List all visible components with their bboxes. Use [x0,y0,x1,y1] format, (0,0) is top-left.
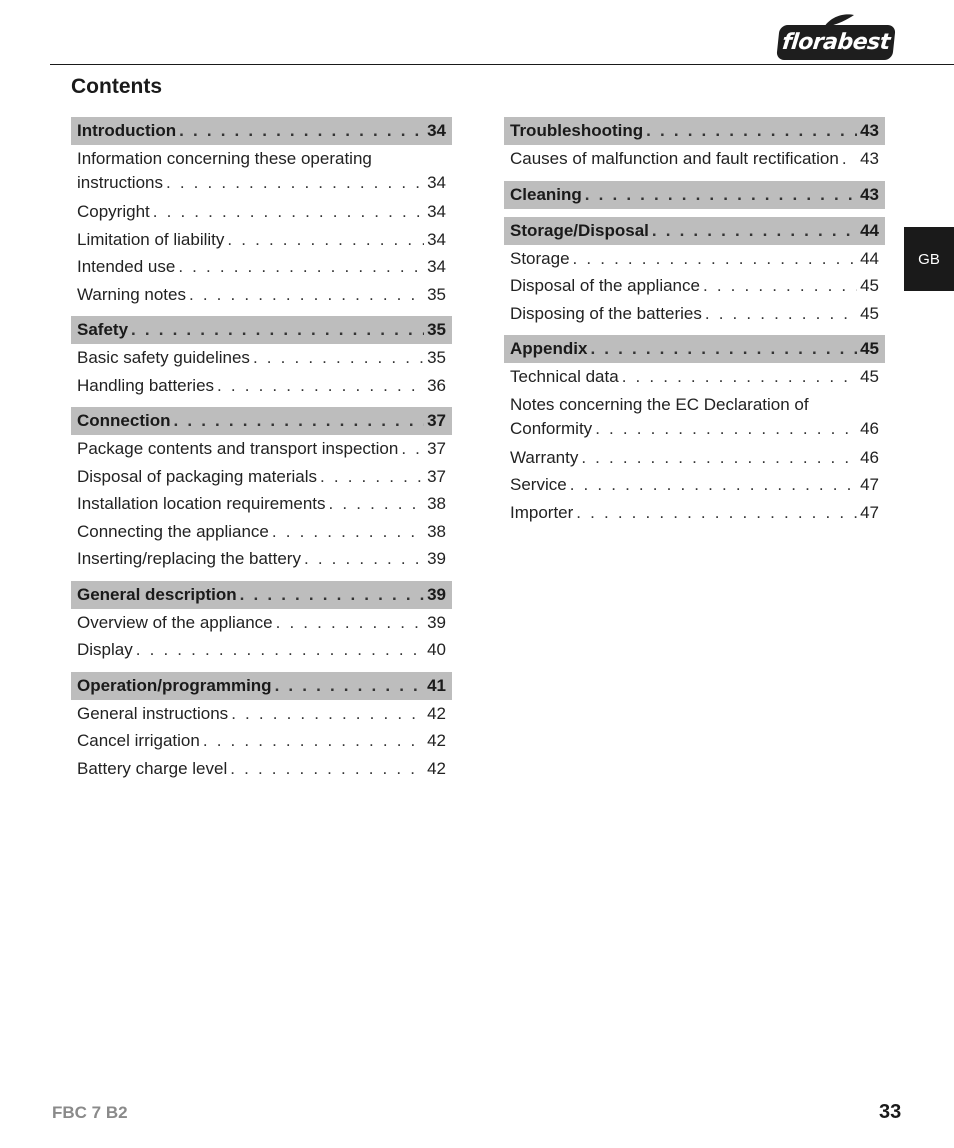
toc-entry[interactable] [504,245,885,273]
toc-entry-line1[interactable]: Information concerning these operating [77,149,372,168]
toc-page-number: 38 [427,494,446,513]
toc-entry-label: Handling batteries [77,375,215,395]
toc-page-number: 42 [427,703,446,723]
toc-section-heading[interactable] [71,407,452,435]
toc-section-heading[interactable] [504,181,885,209]
toc-entry-label: Limitation of liability [77,229,225,249]
dot-leader [703,272,857,300]
dot-leader [590,335,857,363]
toc-entry-label: Storage [510,248,570,268]
header-rule [50,64,954,65]
toc-entry-label: General instructions [77,703,229,723]
toc-page-number: 45 [860,276,879,295]
toc-section [71,672,452,783]
dot-leader [178,253,424,281]
dot-leader [585,181,857,209]
toc-entry-label: Overview of the appliance [77,612,273,632]
footer-model: FBC 7 B2 [52,1103,128,1122]
toc-section-heading[interactable] [504,335,885,363]
toc-page-number: 42 [427,731,446,750]
toc-entry[interactable] [504,272,885,300]
dot-leader [253,344,424,372]
toc-section [504,217,885,328]
toc-entry-label: Installation location requirements [77,494,326,513]
toc-entry[interactable] [504,300,885,328]
dot-leader [573,245,858,273]
toc-page-number: 45 [860,303,879,323]
toc-entry-label: General description [77,584,237,604]
toc-entry-label: Cleaning [510,184,582,204]
toc-page-number: 46 [860,447,879,467]
dot-leader [131,316,424,344]
dot-leader [174,407,425,435]
toc-page-number: 35 [427,320,446,339]
toc-entry[interactable] [504,471,885,499]
dot-leader [581,444,857,472]
toc-page-number: 47 [860,475,879,494]
toc-entry[interactable] [71,700,452,728]
toc-section-heading[interactable] [71,316,452,344]
toc-entry-label: Conformity [510,418,593,438]
toc-page-number: 35 [427,348,446,367]
toc-page-number: 37 [427,439,446,458]
toc-entry[interactable] [71,463,452,491]
toc-section-heading[interactable] [504,117,885,145]
toc-page-number: 39 [427,612,446,632]
dot-leader [646,117,857,145]
toc-section-heading[interactable] [71,672,452,700]
toc-entry[interactable] [71,490,452,518]
toc-entry[interactable] [71,226,452,254]
page-number: 33 [879,1101,902,1123]
language-tab: GB [904,227,954,291]
toc-page-number: 42 [427,758,446,778]
toc-entry[interactable] [71,435,452,463]
toc-entry-label: Warning notes [77,284,186,304]
dot-leader [189,281,424,309]
toc-entry-label: Warranty [510,447,579,467]
toc-page-number: 34 [427,229,446,249]
toc-section [71,407,452,573]
toc-entry[interactable] [71,518,452,546]
toc-entry[interactable] [504,444,885,472]
toc-page-number: 39 [427,584,446,604]
toc-entry-label: Service [510,475,567,494]
toc-entry[interactable] [504,499,885,527]
toc-section [71,316,452,399]
toc-entry-label: Display [77,640,133,659]
toc-entry-label: Connection [77,411,171,430]
dot-leader [320,463,424,491]
toc-page-number: 43 [860,184,879,204]
toc-page-number: 34 [427,173,446,192]
dot-leader [329,490,425,518]
toc-page-number: 41 [427,675,446,695]
toc-page-number: 36 [427,375,446,395]
toc-entry-label: Causes of malfunction and fault rectification [510,149,839,168]
toc-page-number: 34 [427,257,446,276]
toc-page-number: 43 [860,121,879,140]
toc-entry[interactable] [504,363,885,391]
dot-leader [136,636,424,664]
toc-entry[interactable] [71,344,452,372]
dot-leader [166,171,424,195]
toc-entry-label: Intended use [77,257,176,276]
dot-leader [231,700,424,728]
toc-section [71,581,452,664]
toc-page-number: 40 [427,640,446,659]
dot-leader [622,363,857,391]
dot-leader [570,471,857,499]
dot-leader [179,117,424,145]
toc-page-number: 34 [427,202,446,221]
toc-entry-label: Storage/Disposal [510,220,649,240]
toc-page-number: 34 [427,121,446,140]
dot-leader [595,417,857,441]
dot-leader [401,435,424,463]
toc-entry-label: Connecting the appliance [77,521,269,541]
toc-entry[interactable] [71,281,452,309]
toc-page-number: 37 [427,466,446,486]
toc-entry-label: Inserting/replacing the battery [77,549,301,568]
toc-entry-label: Troubleshooting [510,121,644,140]
toc-page-number: 38 [427,521,446,541]
toc-entry-label: Disposal of the appliance [510,276,700,295]
toc-page-number: 39 [427,549,446,568]
toc-page-number: 43 [860,149,879,168]
toc-entry-label: Disposal of packaging materials [77,466,318,486]
toc-page-number: 35 [427,284,446,304]
toc-entry[interactable] [504,145,885,173]
toc-entry[interactable] [71,727,452,755]
dot-leader [153,198,424,226]
dot-leader [272,518,424,546]
toc-entry-label: Introduction [77,121,177,140]
toc-entry-label: Disposing of the batteries [510,303,702,323]
dot-leader [576,499,857,527]
brand-logo: florabest [776,25,896,60]
toc-entry-label: Battery charge level [77,758,228,778]
dot-leader [240,581,424,609]
toc-page-number: 37 [427,411,446,430]
toc-entry-label: Copyright [77,202,150,221]
dot-leader [217,372,424,400]
toc-column-right [504,117,885,534]
dot-leader [230,755,424,783]
toc-entry[interactable] [71,253,452,281]
toc-entry[interactable] [504,417,885,441]
toc-entry[interactable] [71,609,452,637]
toc-entry[interactable] [71,171,452,195]
toc-entry[interactable] [71,636,452,664]
toc-section [71,117,452,308]
dot-leader [842,145,857,173]
toc-section [504,117,885,173]
toc-entry-line1[interactable]: Notes concerning the EC Declaration of [510,394,809,414]
toc-entry-label: instructions [77,173,163,192]
toc-entry-label: Safety [77,320,129,339]
toc-entry-label: Basic safety guidelines [77,348,250,367]
toc-section-heading[interactable] [71,581,452,609]
toc-page-number: 47 [860,502,879,522]
toc-entry[interactable] [71,755,452,783]
toc-page-number: 46 [860,418,879,438]
toc-entry-label: Package contents and transport inspection [77,439,399,458]
toc-page-number: 44 [860,220,879,240]
toc-entry[interactable] [71,545,452,573]
toc-section-heading[interactable] [504,217,885,245]
toc-section [504,181,885,209]
dot-leader [276,609,424,637]
toc-entry-label: Appendix [510,339,588,358]
toc-section [504,335,885,526]
dot-leader [705,300,857,328]
toc-page-number: 45 [860,339,879,358]
dot-leader [227,226,424,254]
toc-entry-label: Cancel irrigation [77,731,200,750]
dot-leader [275,672,425,700]
toc-column-left [71,117,452,790]
toc-entry[interactable] [71,372,452,400]
toc-entry-label: Importer [510,502,574,522]
dot-leader [203,727,424,755]
toc-entry[interactable] [71,198,452,226]
dot-leader [304,545,424,573]
toc-page-number: 44 [860,248,879,268]
toc-page-number: 45 [860,367,879,386]
toc-entry-label: Technical data [510,367,619,386]
toc-entry-label: Operation/programming [77,675,272,695]
dot-leader [652,217,857,245]
page-title: Contents [71,75,162,98]
toc-section-heading[interactable] [71,117,452,145]
